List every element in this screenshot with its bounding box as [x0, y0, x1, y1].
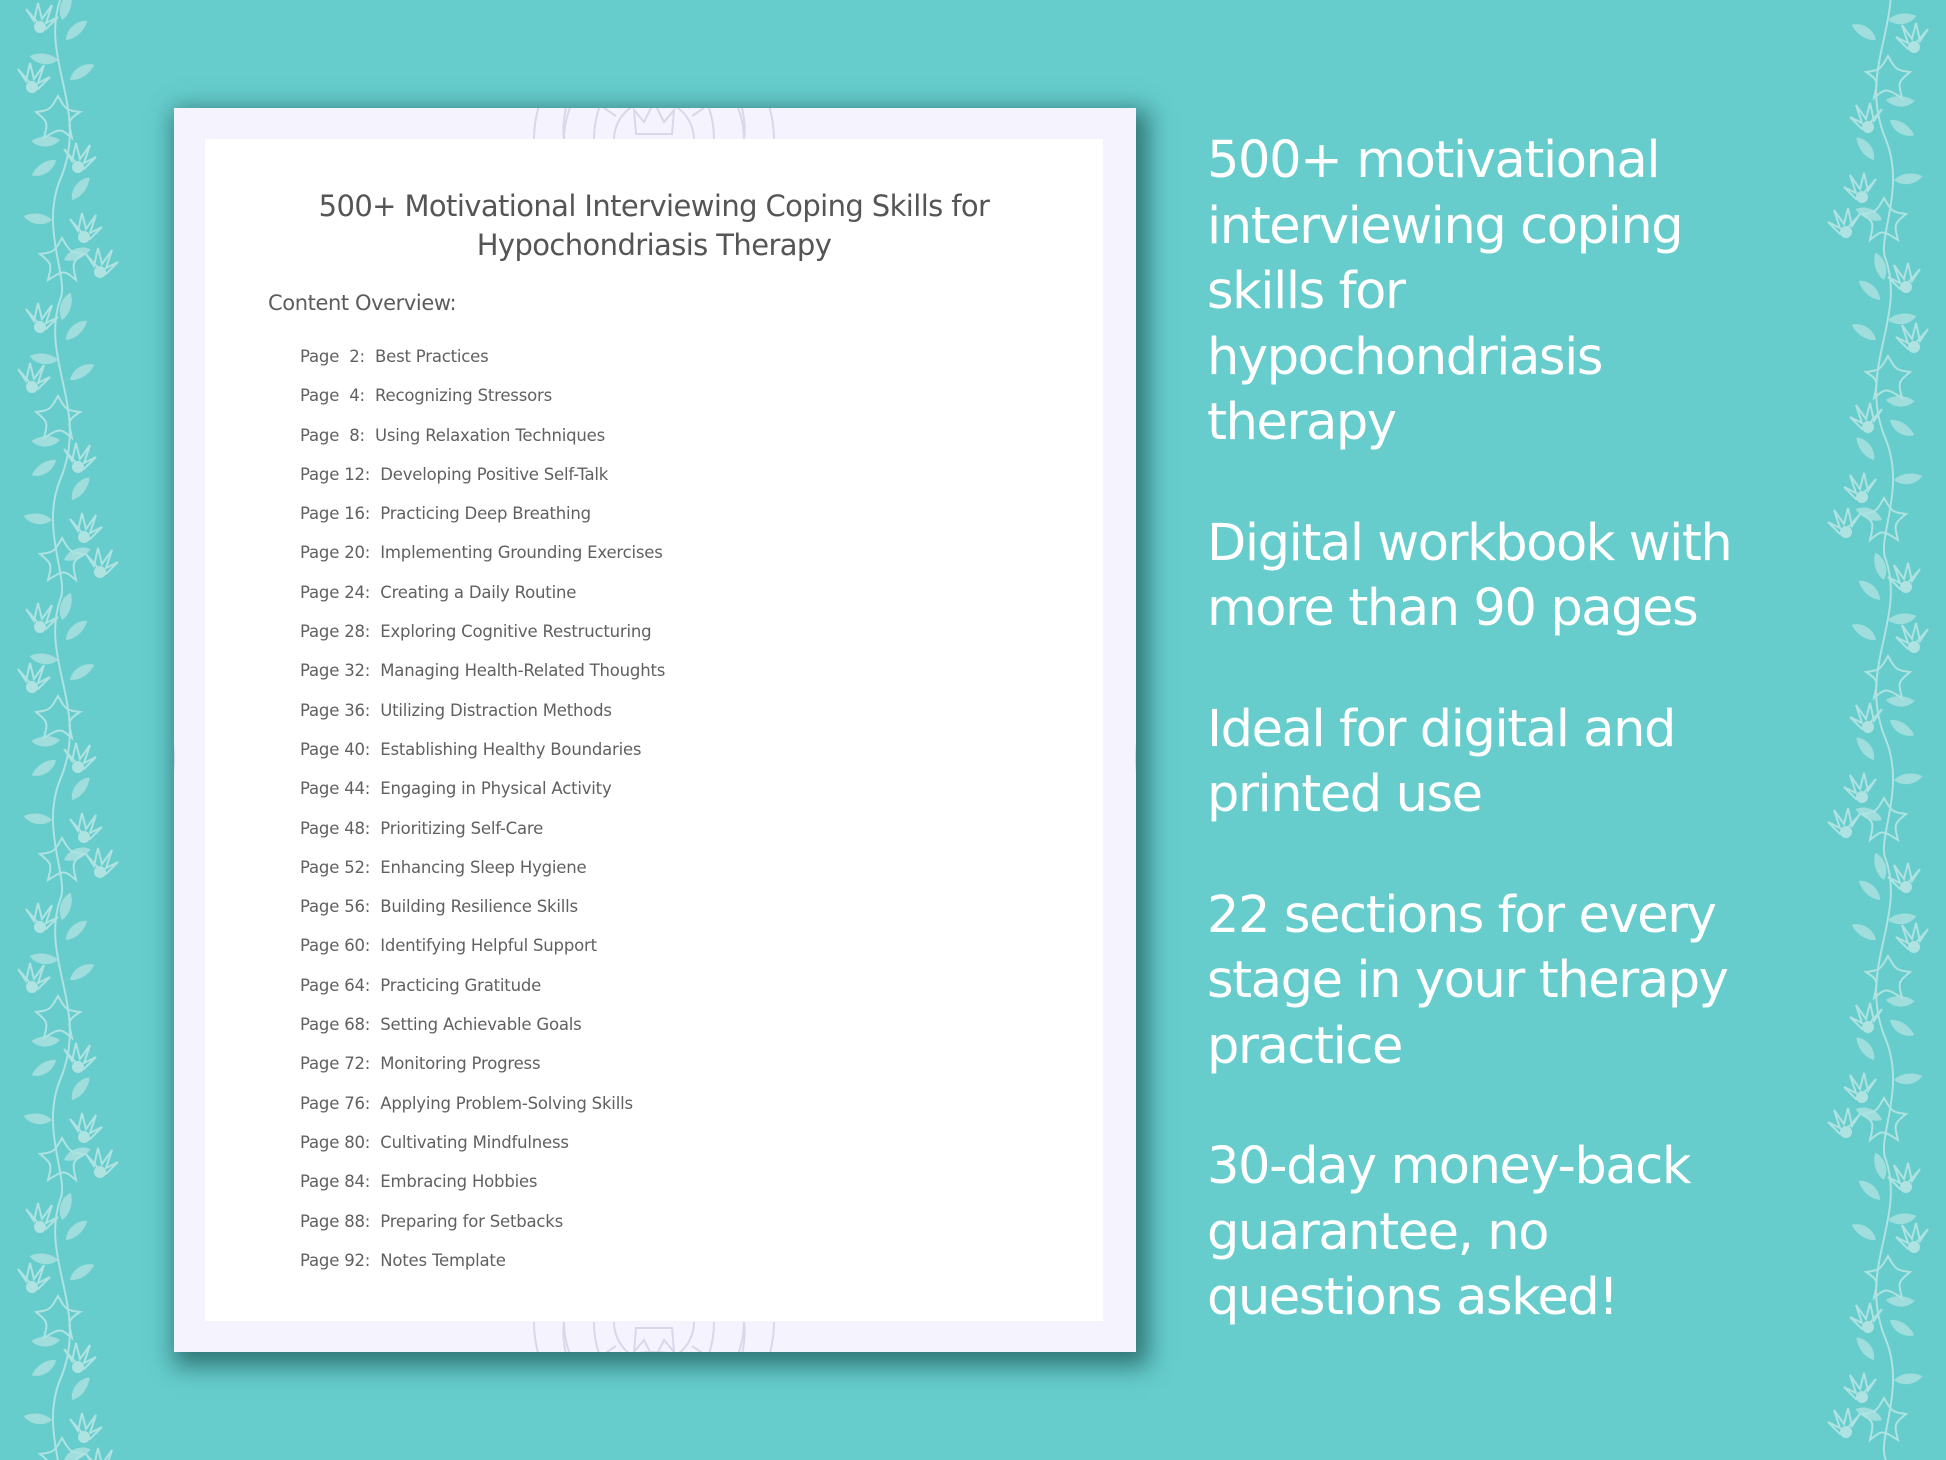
- toc-section-title: Identifying Helpful Support: [380, 936, 597, 956]
- toc-section-title: Monitoring Progress: [380, 1054, 541, 1074]
- feature-line: 500+ motivational: [1207, 131, 1660, 190]
- feature-line: therapy: [1207, 393, 1396, 452]
- toc-page-number: Page 92:: [300, 1250, 371, 1270]
- toc-item: [300, 337, 665, 376]
- toc-item: [300, 1084, 665, 1123]
- toc-section-title: Managing Health-Related Thoughts: [380, 661, 666, 681]
- toc-item: [300, 416, 665, 455]
- toc-page-number: Page 16:: [300, 504, 371, 524]
- toc-item: [300, 1005, 665, 1044]
- toc-item: [300, 376, 665, 415]
- toc-section-title: Embracing Hobbies: [380, 1172, 538, 1192]
- table-of-contents: [300, 337, 665, 1280]
- toc-page-number: Page 24:: [300, 582, 371, 602]
- mandala-right-icon: [1106, 608, 1136, 908]
- toc-page-number: Page 88:: [300, 1211, 371, 1231]
- toc-section-title: Recognizing Stressors: [375, 386, 552, 406]
- feature-line: Ideal for digital and: [1207, 699, 1676, 759]
- toc-item: [300, 809, 665, 848]
- document-title: [205, 187, 1103, 265]
- feature-item-digital-workbook: [1207, 511, 1767, 642]
- toc-page-number: Page 4:: [300, 386, 365, 406]
- toc-item: [300, 573, 665, 612]
- feature-line: more than 90 pages: [1207, 579, 1698, 638]
- toc-page-number: Page 84:: [300, 1172, 371, 1192]
- toc-item: [300, 1241, 665, 1280]
- feature-line: printed use: [1207, 765, 1482, 824]
- toc-item: [300, 1202, 665, 1241]
- toc-item: [300, 1162, 665, 1201]
- mandala-top-icon: [504, 108, 804, 140]
- toc-section-title: Best Practices: [375, 347, 489, 366]
- toc-page-number: Page 32:: [300, 661, 371, 681]
- toc-item: [300, 966, 665, 1005]
- feature-line: Digital workbook with: [1207, 513, 1732, 573]
- feature-line: guarantee, no: [1207, 1202, 1548, 1262]
- feature-line: 22 sections for every: [1207, 885, 1716, 945]
- toc-section-title: Exploring Cognitive Restructuring: [380, 622, 652, 642]
- toc-section-title: Applying Problem-Solving Skills: [380, 1093, 633, 1113]
- mandala-left-icon: [174, 608, 204, 908]
- toc-page-number: Page 60:: [300, 936, 371, 956]
- toc-page-number: Page 28:: [300, 622, 371, 642]
- document-sheet: [205, 139, 1103, 1321]
- toc-section-title: Enhancing Sleep Hygiene: [380, 857, 587, 877]
- toc-item: [300, 533, 665, 572]
- toc-page-number: Page 80:: [300, 1132, 371, 1152]
- toc-page-number: Page 68:: [300, 1015, 371, 1035]
- toc-section-title: Engaging in Physical Activity: [380, 779, 612, 799]
- toc-section-title: Creating a Daily Routine: [380, 582, 577, 602]
- toc-page-number: Page 20:: [300, 543, 371, 563]
- toc-page-number: Page 72:: [300, 1054, 371, 1074]
- toc-section-title: Practicing Gratitude: [380, 975, 542, 995]
- toc-section-title: Practicing Deep Breathing: [380, 504, 591, 524]
- toc-section-title: Establishing Healthy Boundaries: [380, 739, 642, 759]
- feature-item-500-skills: [1207, 128, 1767, 456]
- feature-line: practice: [1207, 1016, 1403, 1076]
- floral-vine-left-icon: [0, 0, 160, 1460]
- toc-page-number: Page 12:: [300, 464, 371, 484]
- toc-item: [300, 651, 665, 690]
- toc-section-title: Developing Positive Self-Talk: [380, 464, 609, 484]
- toc-page-number: Page 56:: [300, 897, 371, 917]
- toc-page-number: Page 48:: [300, 818, 371, 838]
- mandala-bottom-icon: [504, 1322, 804, 1352]
- toc-item: [300, 769, 665, 808]
- toc-section-title: Utilizing Distraction Methods: [380, 700, 612, 720]
- toc-item: [300, 926, 665, 965]
- toc-item: [300, 612, 665, 651]
- document-page-preview: [174, 108, 1136, 1352]
- toc-item: [300, 691, 665, 730]
- toc-page-number: Page 44:: [300, 779, 371, 799]
- toc-page-number: Page 2:: [300, 347, 365, 366]
- toc-item: [300, 1044, 665, 1083]
- feature-item-digital-printed: [1207, 697, 1767, 828]
- toc-item: [300, 730, 665, 769]
- floral-vine-right-icon: [1786, 0, 1946, 1460]
- feature-line: interviewing coping: [1207, 196, 1683, 256]
- content-overview-label: Content Overview:: [268, 291, 457, 315]
- feature-line: skills for: [1207, 262, 1405, 321]
- feature-item-22-sections: [1207, 883, 1767, 1080]
- toc-page-number: Page 76:: [300, 1093, 371, 1113]
- toc-page-number: Page 40:: [300, 739, 371, 759]
- toc-section-title: Implementing Grounding Exercises: [380, 543, 663, 563]
- toc-item: [300, 848, 665, 887]
- toc-item: [300, 455, 665, 494]
- document-title-line-2: Hypochondriasis Therapy: [476, 228, 832, 262]
- feature-list: [1207, 128, 1767, 1386]
- toc-section-title: Building Resilience Skills: [380, 897, 578, 917]
- toc-page-number: Page 52:: [300, 857, 371, 877]
- feature-line: 30-day money-back: [1207, 1137, 1690, 1196]
- document-title-line-1: 500+ Motivational Interviewing Coping Skills for: [318, 189, 990, 223]
- feature-item-money-back: [1207, 1134, 1767, 1331]
- toc-page-number: Page 64:: [300, 975, 371, 995]
- toc-section-title: Using Relaxation Techniques: [375, 425, 606, 445]
- feature-line: hypochondriasis: [1207, 327, 1603, 387]
- feature-line: questions asked!: [1207, 1268, 1618, 1327]
- toc-section-title: Preparing for Setbacks: [380, 1211, 564, 1231]
- feature-line: stage in your therapy: [1207, 951, 1728, 1010]
- toc-item: [300, 494, 665, 533]
- toc-item: [300, 1123, 665, 1162]
- toc-section-title: Prioritizing Self-Care: [380, 818, 544, 838]
- toc-section-title: Notes Template: [380, 1250, 506, 1270]
- toc-item: [300, 887, 665, 926]
- toc-page-number: Page 8:: [300, 425, 365, 445]
- toc-section-title: Setting Achievable Goals: [380, 1015, 582, 1035]
- toc-section-title: Cultivating Mindfulness: [380, 1132, 569, 1152]
- toc-page-number: Page 36:: [300, 700, 371, 720]
